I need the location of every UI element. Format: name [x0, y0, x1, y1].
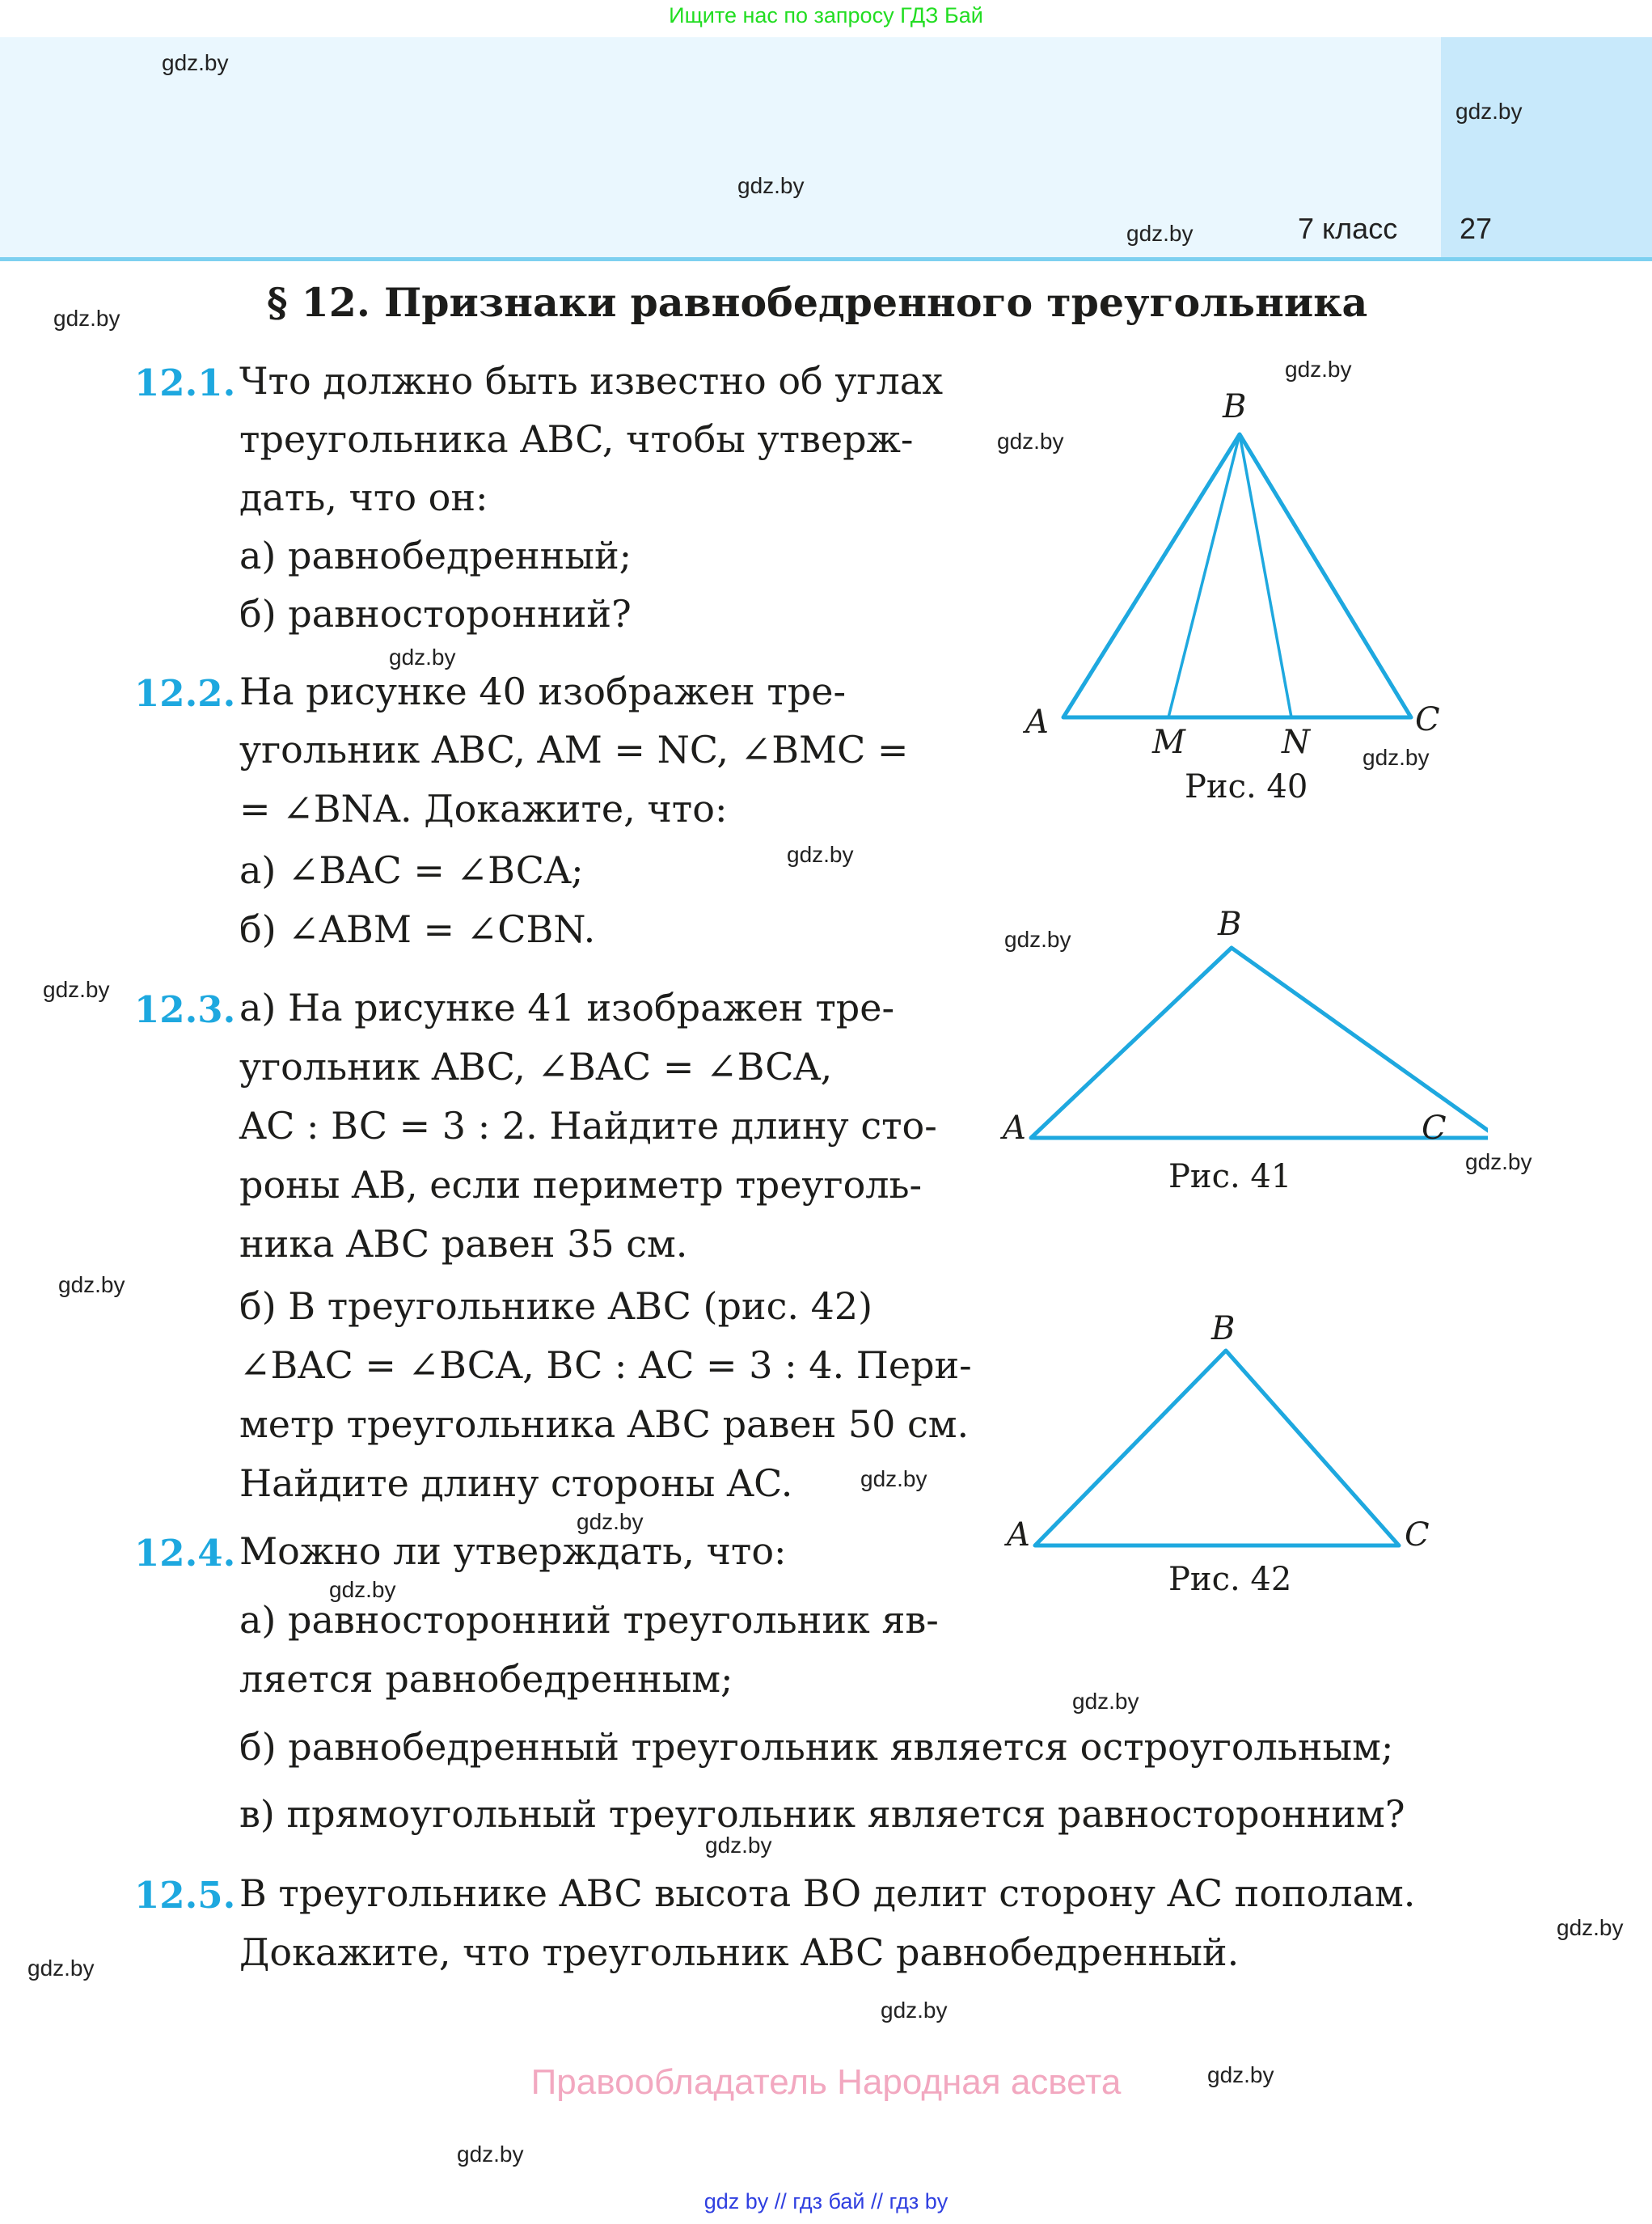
watermark: gdz.by: [53, 306, 120, 331]
watermark: gdz.by: [27, 1956, 95, 1981]
figure-caption: Рис. 40: [1185, 768, 1308, 805]
vertex-label-a: A: [1007, 1516, 1030, 1554]
watermark: gdz.by: [1285, 357, 1352, 382]
triangle-diagram-41: [1003, 906, 1488, 1148]
exercise-text-line: ника ABC равен 35 см.: [239, 1222, 688, 1266]
vertex-label-b: B: [1211, 1310, 1236, 1347]
vertex-label-a: A: [1025, 704, 1049, 741]
watermark: gdz.by: [457, 2142, 524, 2167]
watermark: gdz.by: [162, 50, 229, 75]
exercise-number: 12.1.: [134, 362, 236, 404]
watermark: gdz.by: [389, 645, 456, 670]
exercise-option: а) ∠BAC = ∠BCA;: [239, 848, 584, 892]
watermark: gdz.by: [705, 1833, 772, 1858]
figure-40: [1003, 388, 1488, 825]
exercise-text-line: В треугольнике ABC высота BO делит сторону AC пополам.: [239, 1871, 1416, 1915]
exercise-option: в) прямоугольный треугольник является равносторонним?: [239, 1792, 1405, 1836]
exercise-option: а) равнобедренный;: [239, 534, 632, 577]
watermark: gdz.by: [1363, 745, 1430, 770]
vertex-label-b: B: [1223, 388, 1247, 425]
exercise-text-line: AC : BC = 3 : 2. Найдите длину сто-: [239, 1104, 937, 1148]
exercise-option: а) равносторонний треугольник яв-: [239, 1598, 939, 1642]
figure-41: [1003, 906, 1488, 1213]
section-title: § 12. Признаки равнобедренного треугольника: [267, 279, 1368, 326]
watermark: gdz.by: [1126, 221, 1194, 246]
watermark: gdz.by: [1072, 1689, 1139, 1714]
footer-links[interactable]: gdz by // гдз бай // гдз by: [703, 2189, 949, 2213]
exercise-option: б) В треугольнике ABC (рис. 42): [239, 1284, 873, 1328]
watermark: gdz.by: [577, 1509, 644, 1534]
vertex-label-c: C: [1405, 1516, 1430, 1554]
exercise-text-line: Что должно быть известно об углах: [239, 359, 944, 403]
exercise-option: б) ∠ABM = ∠CBN.: [239, 907, 596, 951]
search-hint-banner: Ищите нас по запросу ГДЗ Бай: [669, 3, 983, 27]
figure-42: [1003, 1310, 1488, 1617]
point-label-m: M: [1152, 724, 1185, 761]
exercise-text-line: = ∠BNA. Докажите, что:: [239, 787, 728, 831]
watermark: gdz.by: [881, 1998, 948, 2023]
exercise-text-line: дать, что он:: [239, 476, 488, 519]
exercise-text-line: Докажите, что треугольник ABC равнобедренный.: [239, 1930, 1240, 1974]
exercise-text-line: Можно ли утверждать, что:: [239, 1529, 787, 1573]
watermark: gdz.by: [1207, 2062, 1274, 2087]
header-divider: [0, 257, 1652, 261]
watermark: gdz.by: [997, 429, 1064, 454]
exercise-number: 12.3.: [134, 988, 236, 1031]
exercise-text-line: ∠BAC = ∠BCA, BC : AC = 3 : 4. Пери-: [239, 1343, 972, 1387]
exercise-number: 12.2.: [134, 672, 236, 715]
vertex-label-a: A: [1003, 1110, 1026, 1147]
point-label-n: N: [1282, 724, 1310, 761]
exercise-text-line: угольник ABC, AM = NC, ∠BMC =: [239, 728, 909, 772]
exercise-text-line: метр треугольника ABC равен 50 см.: [239, 1402, 970, 1446]
exercise-text-line: Найдите длину стороны AC.: [239, 1461, 793, 1505]
exercise-text-line: треугольника ABC, чтобы утверж-: [239, 417, 914, 461]
exercise-option: б) равносторонний?: [239, 592, 632, 636]
page-number: 27: [1460, 212, 1493, 245]
exercise-text-line: На рисунке 40 изображен тре-: [239, 670, 846, 713]
watermark: gdz.by: [737, 173, 805, 198]
copyright-owner: Правообладатель Народная асвета: [530, 2062, 1122, 2102]
exercise-text-line: роны AB, если периметр треуголь-: [239, 1163, 923, 1207]
watermark: gdz.by: [860, 1466, 927, 1491]
exercise-number: 12.5.: [134, 1874, 236, 1917]
watermark: gdz.by: [1465, 1149, 1532, 1174]
exercise-option: б) равнобедренный треугольник является остроугольным;: [239, 1725, 1394, 1769]
figure-caption: Рис. 41: [1168, 1158, 1292, 1195]
watermark: gdz.by: [58, 1272, 125, 1297]
watermark: gdz.by: [329, 1577, 396, 1602]
watermark: gdz.by: [43, 977, 110, 1002]
figure-caption: Рис. 42: [1168, 1561, 1292, 1598]
exercise-number: 12.4.: [134, 1532, 236, 1575]
watermark: gdz.by: [1557, 1915, 1624, 1940]
vertex-label-c: C: [1415, 701, 1440, 738]
watermark: gdz.by: [1456, 99, 1523, 124]
vertex-label-c: C: [1422, 1110, 1447, 1147]
vertex-label-b: B: [1218, 906, 1242, 943]
watermark: gdz.by: [787, 842, 854, 867]
exercise-text-line: угольник ABC, ∠BAC = ∠BCA,: [239, 1045, 833, 1089]
watermark: gdz.by: [1004, 927, 1071, 952]
grade-label: 7 класс: [1298, 212, 1398, 245]
exercise-text-line: ляется равнобедренным;: [239, 1657, 733, 1701]
exercise-text-line: а) На рисунке 41 изображен тре-: [239, 986, 894, 1030]
